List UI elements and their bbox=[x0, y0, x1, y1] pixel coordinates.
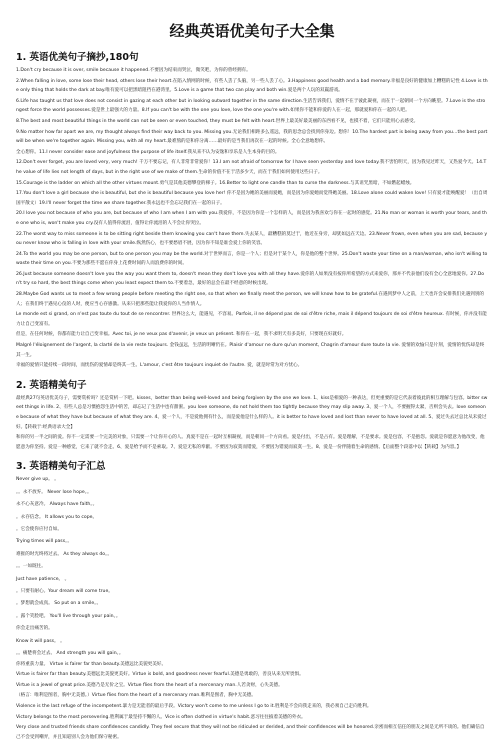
paragraph: 难捱的时光终将过去。 As they always do。。 bbox=[16, 551, 112, 557]
paragraph: （格言：唯利是图者，胸中无美德。）Virtue flies from the heart of a mercenary man.唯利是图者，胸中无美德。 bbox=[16, 693, 256, 699]
paragraph: 你会走出痛苦的。 bbox=[16, 626, 53, 632]
paragraph: 幸福的爱情只能持续一段时间，而忧伤的爱情却是终其一生。L'amour, c'est être toujours inquiet de l'autre. 爱，就是时常为对方忧心。 bbox=[16, 363, 303, 369]
paragraph: Never give up。 。 bbox=[16, 477, 59, 483]
paragraph: 和你的另一半之间的爱。你不一定需要一个完美的对象，只需要一个让你开心的人。真爱不是在一起时互相凝视，而是朝同一个方向看。爱是付出，不是占有。爱是理解，不是要求。爱是包容，不是抱怨。爱就是你愿意为他改变，他愿意为你坚持。爱是一种感觉，它来了就不会走。6、爱是给予而不是索取。7、爱是无私的奉献。不要因为寂寞而错爱，不要因为错爱而寂寞一生。8、爱是一份伴随着生命的感情。【后面整个段落中以【转载】为内容。】 bbox=[16, 435, 485, 450]
paragraph: 9.No matter how far apart we are, my thought always find their way back to you. Missing you.无论我们相距多么遥远，我的思念总会找到你身边。想你！10.The hardest part is being away from you…the best part will be when we're together again. Missing you, with all my heart.最难熬的是和你分离……最好的是当我们再次在一起的时候。全心全意地想你。 bbox=[16, 129, 488, 145]
paragraph: 。。一如既往。 bbox=[16, 564, 46, 570]
paragraph: 。梦想就会成真。 So put on a smile。。 bbox=[16, 601, 102, 607]
paragraph: Le monde est si grand, on n'est pas toute du tout de se rencontrer. 世界这么大，能遇见，不容易。Parfois, il ne dépend pas de soi d'être riche, mais il dépend toujours de soi d'être heureux. 有时候，你并没有能力让自己变富有。 bbox=[16, 312, 487, 327]
paragraph: 。。痛楚将会过去。 And strength you will gain。。 bbox=[16, 651, 124, 657]
paragraph: 你将重获力量。 Virtue is fairer far than beauty.美德远比美貌更美好。 bbox=[16, 661, 167, 667]
paragraph: 24.To the world you may be one person, but to one person you may be the world.对于世界而言，你是一个人；但是对于某个人，你是他的整个世界。25.Don't waste your time on a man/woman, who isn't willing to waste their time on you.不要为那些不愿在你身上花费时间的人而浪费你的时间。 bbox=[16, 251, 488, 267]
paragraph: 永不心灰意冷。 Always have faith。。 bbox=[16, 502, 98, 508]
section-heading: 3. 英语精美句子汇总 bbox=[16, 461, 106, 473]
paragraph: 12.Don't ever forget, you are loved very, very much! 千万不要忘记，有人非常非常爱你！13.I am not afraid of tomorrow for I have seen yesterday and love today.我不害怕明天，因为我见过昨天，又热爱今天。14.The value of life lies not length of days, but in the right use of we make of them.生命的价值不在于活多少天，而在于我们如何使用这些日子。 bbox=[16, 160, 487, 175]
paragraph: 15.Courage is the ladder on which all the other virtues mount.勇气是其他美德攀登的梯子。16.Better to light one candle than to curse the darkness.与其诅咒黑暗，不如燃起蜡烛。 bbox=[16, 180, 415, 186]
paragraph: 。永存信念。 It allows you to cope。 bbox=[16, 514, 98, 520]
paragraph: 17.You don't love a girl because she is beautiful, but she is beautiful because you love her! 你不是因为她的美丽而爱她，而是因为你爱她而觉得她美丽。18.Love alone could waken love! 只有爱才能唤醒爱！（出自周国平散文）19.I'll never forget the time we share together.我永远也不会忘记我们在一起的日子。 bbox=[16, 191, 488, 206]
paragraph: 20.I love you not because of who you are, but because of who I am when I am with you.我爱你，不是因为你是一个怎样的人，而是因为我喜欢与你在一起时的感觉。21.No man or woman is worth your tears, and the one who is, won't make you cry.没有人值得你流泪，值得让你流泪的人不会让你哭泣。 bbox=[16, 211, 487, 226]
paragraph: 1.Don't cry because it is over, smile because it happened.不要因为结束而哭泣，微笑吧，为你的曾经拥有。 bbox=[16, 68, 251, 73]
section-heading: 2. 英语精美句子 bbox=[16, 379, 87, 391]
paragraph: 全心想你。11.I never consider ease and joyfulness the purpose of life itself.我从来不认为安逸和享乐是人生本身的目的。 bbox=[16, 149, 280, 155]
paragraph: Know it will pass。 。 bbox=[16, 638, 65, 644]
paragraph: Malgré l'éloignement de l'argent, la clarté de la vie reste toujours. 金钱虽远，生活的明晰仍在。Plaisir d'amour ne dure qu'un moment, Chagrin d'amour dure toute la vie. 爱情的欢愉只是片刻，爱情的忧伤却是终其一生。 bbox=[16, 343, 485, 358]
paragraph: 。。永不放弃。 Never lose hope。。 bbox=[16, 489, 92, 495]
paragraph: 但是，在任何时候，你都有能力让自己变幸福。Avec toi, je ne veux pas d'avenir, je veux un présent. 和你在一起，我不求明天有多美好，只要现在好就好。 bbox=[16, 332, 347, 338]
page-title: 经典英语优美句子大全集 bbox=[169, 22, 335, 40]
paragraph: 22.The worst way to miss someone is to be sitting right beside them knowing you can't have them.失去某人，最糟糕的莫过于，他近在身旁，却犹如远在天边。23.Never frown, even when you are sad, because you never know who is falling in love with your smile.纵然伤心，也不要愁眉不展，因为你不知是谁会爱上你的笑容。 bbox=[16, 231, 488, 247]
paragraph: 6.Life has taught us that love does not consist in gazing at each other but in looking outward together in the same direction.生活告诉我们，爱情不在于彼此凝视，而在于一起朝同一个方向眺望。7.Love is the strongest force the world possesses.爱是世上最强大的力量。8.If you can't be with the one you love, love the one you're with.如果你不能和你爱的人在一起，那就爱和你在一起的人吧。 bbox=[16, 98, 486, 114]
paragraph: Trying times will pass。。 bbox=[16, 539, 72, 545]
paragraph: Violence is the last refuge of the incompetent.暴力是无能者的最后手段。Victory won't come to me unless I go to it.胜利是不会向我走来的，我必须自己走向胜利。 bbox=[16, 704, 372, 710]
section-heading: 1. 英语优美句子摘抄,180句 bbox=[16, 52, 139, 63]
paragraph: Just have patience。 。 bbox=[16, 576, 70, 582]
paragraph: Virtue is fairer far than beauty.美德远比美貌更美好。Virtue is bold, and goodness never fearful.美德是勇敢的，善良从来无所畏惧。 bbox=[16, 672, 304, 678]
paragraph: 8.The best and most beautiful things in the world can not be seen or even touched, they must be felt with heart.世界上最美好最美丽的东西看不见，也摸不着，它们只能用心去感受。 bbox=[16, 118, 419, 124]
paragraph: Victory belongs to the most persevering.胜利属于最坚持不懈的人。Vice is often clothed in virtue's habit.恶习往往披着美德的外衣。 bbox=[16, 714, 306, 720]
document-body bbox=[16, 49, 488, 742]
paragraph: Virtue is a jewel of great price.美德乃是无价之宝。Virtue flies from the heart of a mercenary man.人若贪财，心失美德。 bbox=[16, 682, 283, 688]
paragraph: 最经典27句英语优美句子，需要赏析吗？还是赏析一下吧。kisses，better than being well-loved and being forgiven by the one we love. 1、kiss是相爱的一种表达，但更重要的是它代表着彼此的相互理解与包容。bitter sweet things in life. 2、有些人总是习惯抱怨生活中的苦，却忘记了生活中也有甜蜜。you love someone, do not hold them too tightly because they may slip away. 3、爱一个人，不要握得太紧，否则会失去。love someone because of what they have but because of what they are. 4、爱一个人，不是爱他拥有什么，而是爱他是什么样的人。it is better to have loved and lost than never to have loved at all. 5、爱过失去过总比从未爱过好。【转载于:经典语录大全】 bbox=[16, 395, 488, 430]
paragraph: Very close and trusted friends share confidences candidly. They feel secure that they will not be ridiculed or derided, and their confidences will be honored.亲密而相互信任的朋友之间是无所不谈的。他们确信自己不会受到嘲弄，并且知道别人会为他们保守秘密。 bbox=[16, 725, 485, 740]
paragraph: 26.Just because someone doesn't love you the way you want them to, doesn't mean they don't love you with all they have.爱你的人如果没有按你所希望的方式来爱你，那并不代表他们没有全心全意地爱你。27.Don't try so hard, the best things come when you least expect them to.不要着急，最好的总会在最不经意的时候出现。 bbox=[16, 271, 485, 287]
paragraph: 。露个笑脸吧。 You'll live through your pain。。 bbox=[16, 613, 121, 619]
paragraph: 。它会使你应付自如。 bbox=[16, 527, 62, 532]
paragraph: 。只要有耐心。Your dream will come true。 bbox=[16, 589, 113, 595]
paragraph: 28.Maybe God wants us to meet a few wrong people before meeting the right one, so that when we finally meet the person, we will know how to be grateful.在遇到梦中人之前，上天也许会安排我们先遇到别的人；在我们终于遇见心仪的人时，便应当心存感激。从来只把那些能让我爱你的人当作情人。 bbox=[16, 292, 485, 307]
paragraph: 2.When falling in love, some lose their head, others lose their heart.在陷入情网的时候，有些人丢了头脑，另一些人丢了心。3.Happiness good health and a bad memory.幸福是良好的健康加上糟糕的记性 4.Love is the only thing that holds the dark at bay.唯有爱可以把黑暗阻挡在港湾里。5.Love is a game that two can play and both win.爱是两个人玩的双赢游戏。 bbox=[16, 78, 488, 94]
